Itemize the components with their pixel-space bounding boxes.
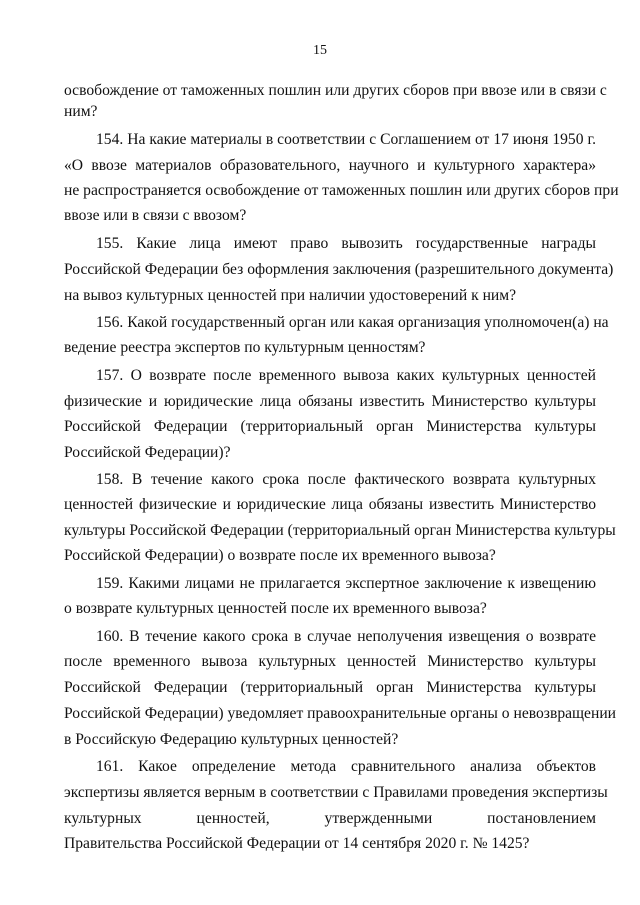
text-line: 154. На какие материалы в соответствии с Соглашением от 17 июня 1950 г. [96,131,596,148]
text-line: Российской Федерации) о возврате после их временного вывоза? [64,547,496,564]
text-line: ведение реестра экспертов по культурным ценностям? [64,339,426,356]
text-line: Правительства Российской Федерации от 14 сентября 2020 г. № 1425? [64,835,530,852]
text-line: на вывоз культурных ценностей при наличии удостоверений к ним? [64,287,517,304]
text-line: ценностей физические и юридические лица обязаны известить Министерство [64,496,596,513]
text-line: 160. В течение какого срока в случае неполучения извещения о возврате [96,628,596,645]
text-line: «О ввозе материалов образовательного, научного и культурного характера» [64,157,596,174]
page-number: 15 [313,43,327,58]
text-line: экспертизы является верным в соответствии с Правилами проведения экспертизы [64,784,608,801]
text-line: Российской Федерации (территориальный орган Министерства культуры [64,679,596,696]
text-line: в Российскую Федерацию культурных ценностей? [64,731,399,748]
text-line: 158. В течение какого срока после фактического возврата культурных [96,471,596,488]
text-line: культурных ценностей, утвержденными постановлением [64,810,596,827]
text-line: физические и юридические лица обязаны известить Министерство культуры [64,393,596,410]
text-line: Российской Федерации без оформления заключения (разрешительного документа) [64,261,614,278]
text-line: после временного вывоза культурных ценностей Министерство культуры [64,653,596,670]
text-line: не распространяется освобождение от таможенных пошлин или других сборов при [64,182,619,199]
text-line: Российской Федерации)? [64,444,231,461]
text-line: 155. Какие лица имеют право вывозить государственные награды [96,235,596,252]
text-line: культуры Российской Федерации (территориальный орган Министерства культуры [64,522,616,539]
text-line: Российской Федерации (территориальный орган Министерства культуры [64,418,596,435]
text-line: 156. Какой государственный орган или какая организация уполномочен(а) на [96,314,609,331]
text-line: 161. Какое определение метода сравнительного анализа объектов [96,758,596,775]
text-line: 159. Какими лицами не прилагается экспертное заключение к извещению [96,575,596,592]
text-line: Российской Федерации) уведомляет правоохранительные органы о невозвращении [64,705,617,722]
text-line: о возврате культурных ценностей после их временного вывоза? [64,600,487,617]
text-line: ним? [64,103,98,120]
text-line: освобождение от таможенных пошлин или других сборов при ввозе или в связи с [64,82,607,99]
text-line: 157. О возврате после временного вывоза каких культурных ценностей [96,367,596,384]
text-line: ввозе или в связи с ввозом? [64,207,247,224]
